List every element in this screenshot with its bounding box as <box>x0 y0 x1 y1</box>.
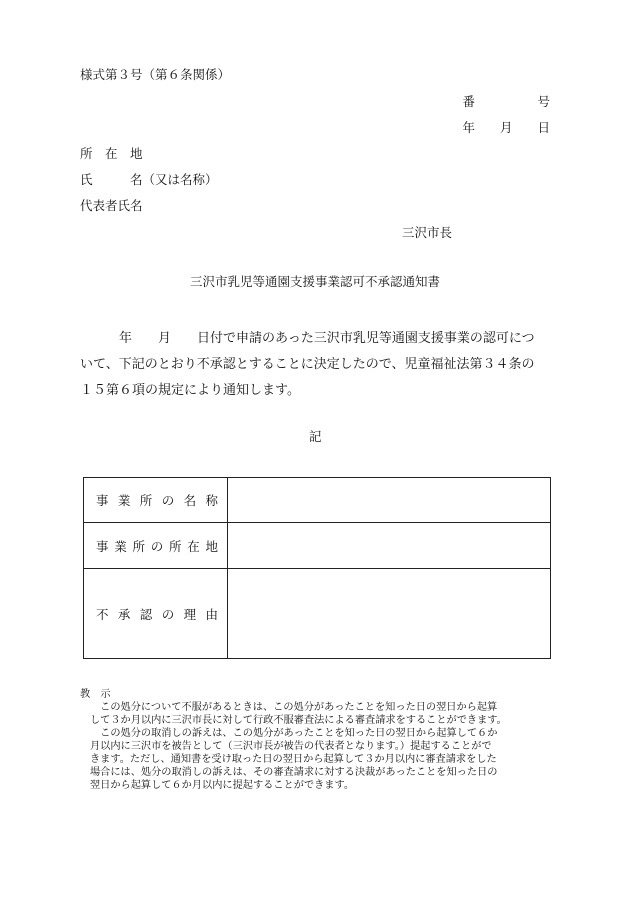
notes-line: して３か月以内に三沢市長に対して行政不服審査法による審査請求をすることができます。 <box>90 715 507 726</box>
document-title: 三沢市乳児等通園支援事業認可不承認通知書 <box>189 274 440 289</box>
table-row <box>84 569 551 659</box>
notes-line: 翌日から起算して６か月以内に提起することができます。 <box>90 780 355 791</box>
notes <box>80 688 560 792</box>
ki-label: 記 <box>309 429 322 444</box>
body-text <box>80 326 560 404</box>
table-label-office-address: 事業所の所在地 <box>84 523 228 569</box>
table-value-reason <box>228 569 551 659</box>
notes-line: 場合には、処分の取消しの訴えは、その審査請求に対する決裁があったことを知った日の <box>90 767 498 778</box>
table-row <box>84 478 551 523</box>
body-line: １５第６項の規定により通知します。 <box>80 383 300 398</box>
table-label-reason: 不承認の理由 <box>84 569 228 659</box>
body-line: 年 月 日付で申請のあった三沢市乳児等通園支援事業の認可につ <box>80 331 535 346</box>
form-number: 様式第３号（第６条関係） <box>80 67 231 82</box>
date-label: 年 月 日 <box>462 120 550 135</box>
notes-line: この処分について不服があるときは、この処分があったことを知った日の翌日から起算 <box>90 702 498 713</box>
info-table <box>83 477 551 659</box>
notes-line: 月以内に三沢市を被告として（三沢市長が被告の代表者となります。）提起することがで <box>90 741 492 752</box>
body-line: いて、下記のとおり不承認とすることに決定したので、児童福祉法第３４条の <box>80 357 535 372</box>
table-value-office-name <box>228 478 551 523</box>
table-row <box>84 523 551 569</box>
table-label-office-name: 事業所の名称 <box>84 478 228 523</box>
table-value-office-address <box>228 523 551 569</box>
notes-line: きます。ただし、通知書を受け取った日の翌日から起算して３か月以内に審査請求をした <box>90 754 497 765</box>
recipient-name-label: 氏 名（又は名称） <box>80 172 218 187</box>
issuer: 三沢市長 <box>402 225 453 240</box>
recipient-address-label: 所 在 地 <box>80 146 143 161</box>
notes-line: この処分の取消しの訴えは、この処分があったことを知った日の翌日から起算して６か <box>90 728 498 739</box>
notes-heading: 教 示 <box>80 689 111 700</box>
number-label: 番 号 <box>462 94 550 109</box>
recipient-representative-label: 代表者氏名 <box>80 198 143 213</box>
